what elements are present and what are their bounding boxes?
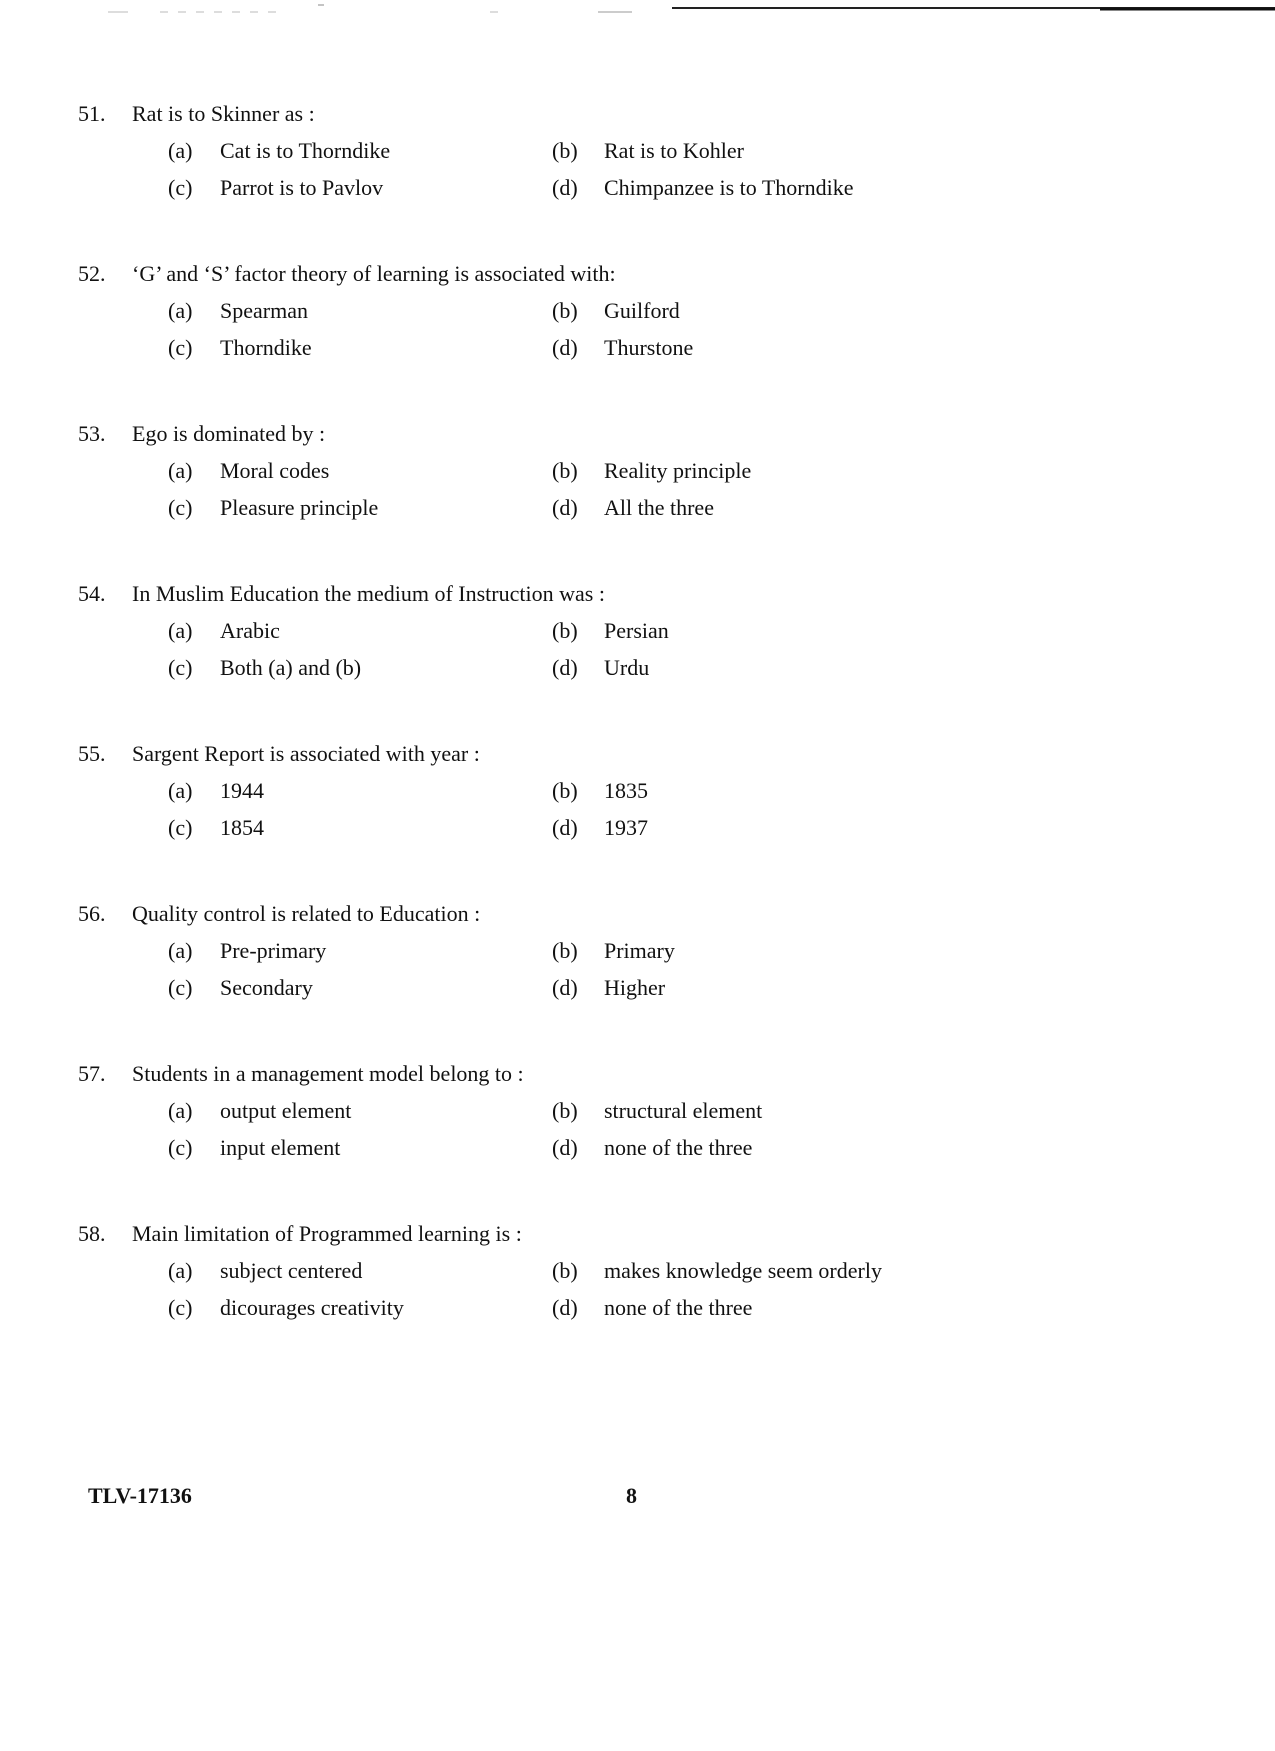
option-d <box>552 495 714 521</box>
option-text: Urdu <box>604 655 650 680</box>
option-letter: (a) <box>168 458 193 483</box>
option-text: input element <box>220 1135 341 1160</box>
option-b <box>552 458 751 484</box>
option-b <box>552 778 648 804</box>
option-text: Both (a) and (b) <box>220 655 362 680</box>
option-letter: (c) <box>168 975 193 1000</box>
question-57 <box>0 1061 1275 1191</box>
question-text: Students in a management model belong to : <box>132 1061 524 1086</box>
scan-top-edge-lines <box>0 0 1275 20</box>
option-letter: (c) <box>168 495 193 520</box>
option-d <box>552 1295 752 1321</box>
option-letter: (c) <box>168 815 193 840</box>
question-number: 55. <box>78 741 106 766</box>
question-55 <box>0 741 1275 871</box>
option-text: Guilford <box>604 298 680 323</box>
question-56 <box>0 901 1275 1031</box>
question-51 <box>0 101 1275 231</box>
option-d <box>552 815 648 841</box>
question-text: In Muslim Education the medium of Instruction was : <box>132 581 605 606</box>
option-letter: (d) <box>552 175 578 200</box>
option-text: Thorndike <box>220 335 312 360</box>
option-text: none of the three <box>604 1295 753 1320</box>
option-a <box>168 1258 362 1284</box>
question-number: 54. <box>78 581 106 606</box>
option-text: Thurstone <box>604 335 694 360</box>
option-d <box>552 335 693 361</box>
option-letter: (c) <box>168 1295 193 1320</box>
option-text: dicourages creativity <box>220 1295 404 1320</box>
option-d <box>552 975 665 1001</box>
option-letter: (d) <box>552 335 578 360</box>
option-b <box>552 1258 882 1284</box>
question-number: 52. <box>78 261 106 286</box>
option-b <box>552 298 680 324</box>
option-letter: (b) <box>552 1098 578 1123</box>
option-c <box>168 495 378 521</box>
option-b <box>552 618 669 644</box>
question-58 <box>0 1221 1275 1351</box>
question-stem <box>78 901 480 927</box>
option-a <box>168 298 308 324</box>
option-letter: (b) <box>552 938 578 963</box>
option-d <box>552 655 649 681</box>
question-number: 58. <box>78 1221 106 1246</box>
option-c <box>168 1135 340 1161</box>
option-text: Arabic <box>220 618 280 643</box>
option-a <box>168 778 264 804</box>
question-number: 56. <box>78 901 106 926</box>
option-text: Moral codes <box>220 458 330 483</box>
question-stem <box>78 741 480 767</box>
option-d <box>552 175 854 201</box>
question-stem <box>78 581 605 607</box>
option-text: 1944 <box>220 778 264 803</box>
option-text: Pleasure principle <box>220 495 379 520</box>
option-text: makes knowledge seem orderly <box>604 1258 882 1283</box>
option-letter: (d) <box>552 495 578 520</box>
option-letter: (d) <box>552 1135 578 1160</box>
option-letter: (b) <box>552 298 578 323</box>
option-letter: (b) <box>552 618 578 643</box>
option-a <box>168 938 326 964</box>
option-text: output element <box>220 1098 352 1123</box>
option-letter: (a) <box>168 1098 193 1123</box>
question-text: Rat is to Skinner as : <box>132 101 315 126</box>
option-letter: (a) <box>168 298 193 323</box>
question-text: Quality control is related to Education : <box>132 901 481 926</box>
option-letter: (c) <box>168 655 193 680</box>
option-text: none of the three <box>604 1135 753 1160</box>
option-letter: (a) <box>168 138 193 163</box>
option-text: structural element <box>604 1098 763 1123</box>
option-c <box>168 975 313 1001</box>
option-a <box>168 458 329 484</box>
option-c <box>168 175 383 201</box>
option-letter: (b) <box>552 458 578 483</box>
option-b <box>552 138 744 164</box>
question-text: Sargent Report is associated with year : <box>132 741 480 766</box>
option-letter: (b) <box>552 778 578 803</box>
option-letter: (d) <box>552 1295 578 1320</box>
option-letter: (a) <box>168 938 193 963</box>
question-52 <box>0 261 1275 391</box>
option-text: Primary <box>604 938 675 963</box>
option-text: All the three <box>604 495 714 520</box>
option-letter: (d) <box>552 655 578 680</box>
option-text: Secondary <box>220 975 313 1000</box>
option-text: 1937 <box>604 815 648 840</box>
question-stem <box>78 1221 522 1247</box>
option-b <box>552 938 675 964</box>
option-text: Persian <box>604 618 669 643</box>
option-c <box>168 815 264 841</box>
option-a <box>168 618 280 644</box>
option-letter: (c) <box>168 175 193 200</box>
option-text: Parrot is to Pavlov <box>220 175 384 200</box>
option-d <box>552 1135 752 1161</box>
question-text: Ego is dominated by : <box>132 421 326 446</box>
option-letter: (d) <box>552 975 578 1000</box>
option-letter: (c) <box>168 1135 193 1160</box>
question-stem <box>78 1061 524 1087</box>
option-letter: (a) <box>168 778 193 803</box>
option-text: Higher <box>604 975 666 1000</box>
option-a <box>168 138 390 164</box>
option-text: Rat is to Kohler <box>604 138 744 163</box>
option-text: 1854 <box>220 815 264 840</box>
question-54 <box>0 581 1275 711</box>
question-stem <box>78 261 616 287</box>
option-letter: (c) <box>168 335 193 360</box>
option-letter: (a) <box>168 618 193 643</box>
option-c <box>168 335 312 361</box>
option-text: Chimpanzee is to Thorndike <box>604 175 854 200</box>
question-number: 53. <box>78 421 106 446</box>
option-letter: (b) <box>552 1258 578 1283</box>
question-stem <box>78 101 315 127</box>
question-stem <box>78 421 325 447</box>
option-c <box>168 655 361 681</box>
question-text: ‘G’ and ‘S’ factor theory of learning is associated with: <box>132 261 616 286</box>
question-number: 57. <box>78 1061 106 1086</box>
option-letter: (a) <box>168 1258 193 1283</box>
option-text: subject centered <box>220 1258 363 1283</box>
option-letter: (d) <box>552 815 578 840</box>
question-53 <box>0 421 1275 551</box>
option-text: Cat is to Thorndike <box>220 138 391 163</box>
paper-code: TLV-17136 <box>88 1483 192 1508</box>
option-text: Pre-primary <box>220 938 327 963</box>
option-text: Reality principle <box>604 458 752 483</box>
option-a <box>168 1098 351 1124</box>
page-number: 8 <box>626 1483 637 1508</box>
question-number: 51. <box>78 101 106 126</box>
option-letter: (b) <box>552 138 578 163</box>
question-text: Main limitation of Programmed learning is : <box>132 1221 522 1246</box>
option-text: 1835 <box>604 778 648 803</box>
option-b <box>552 1098 762 1124</box>
option-text: Spearman <box>220 298 308 323</box>
option-c <box>168 1295 404 1321</box>
